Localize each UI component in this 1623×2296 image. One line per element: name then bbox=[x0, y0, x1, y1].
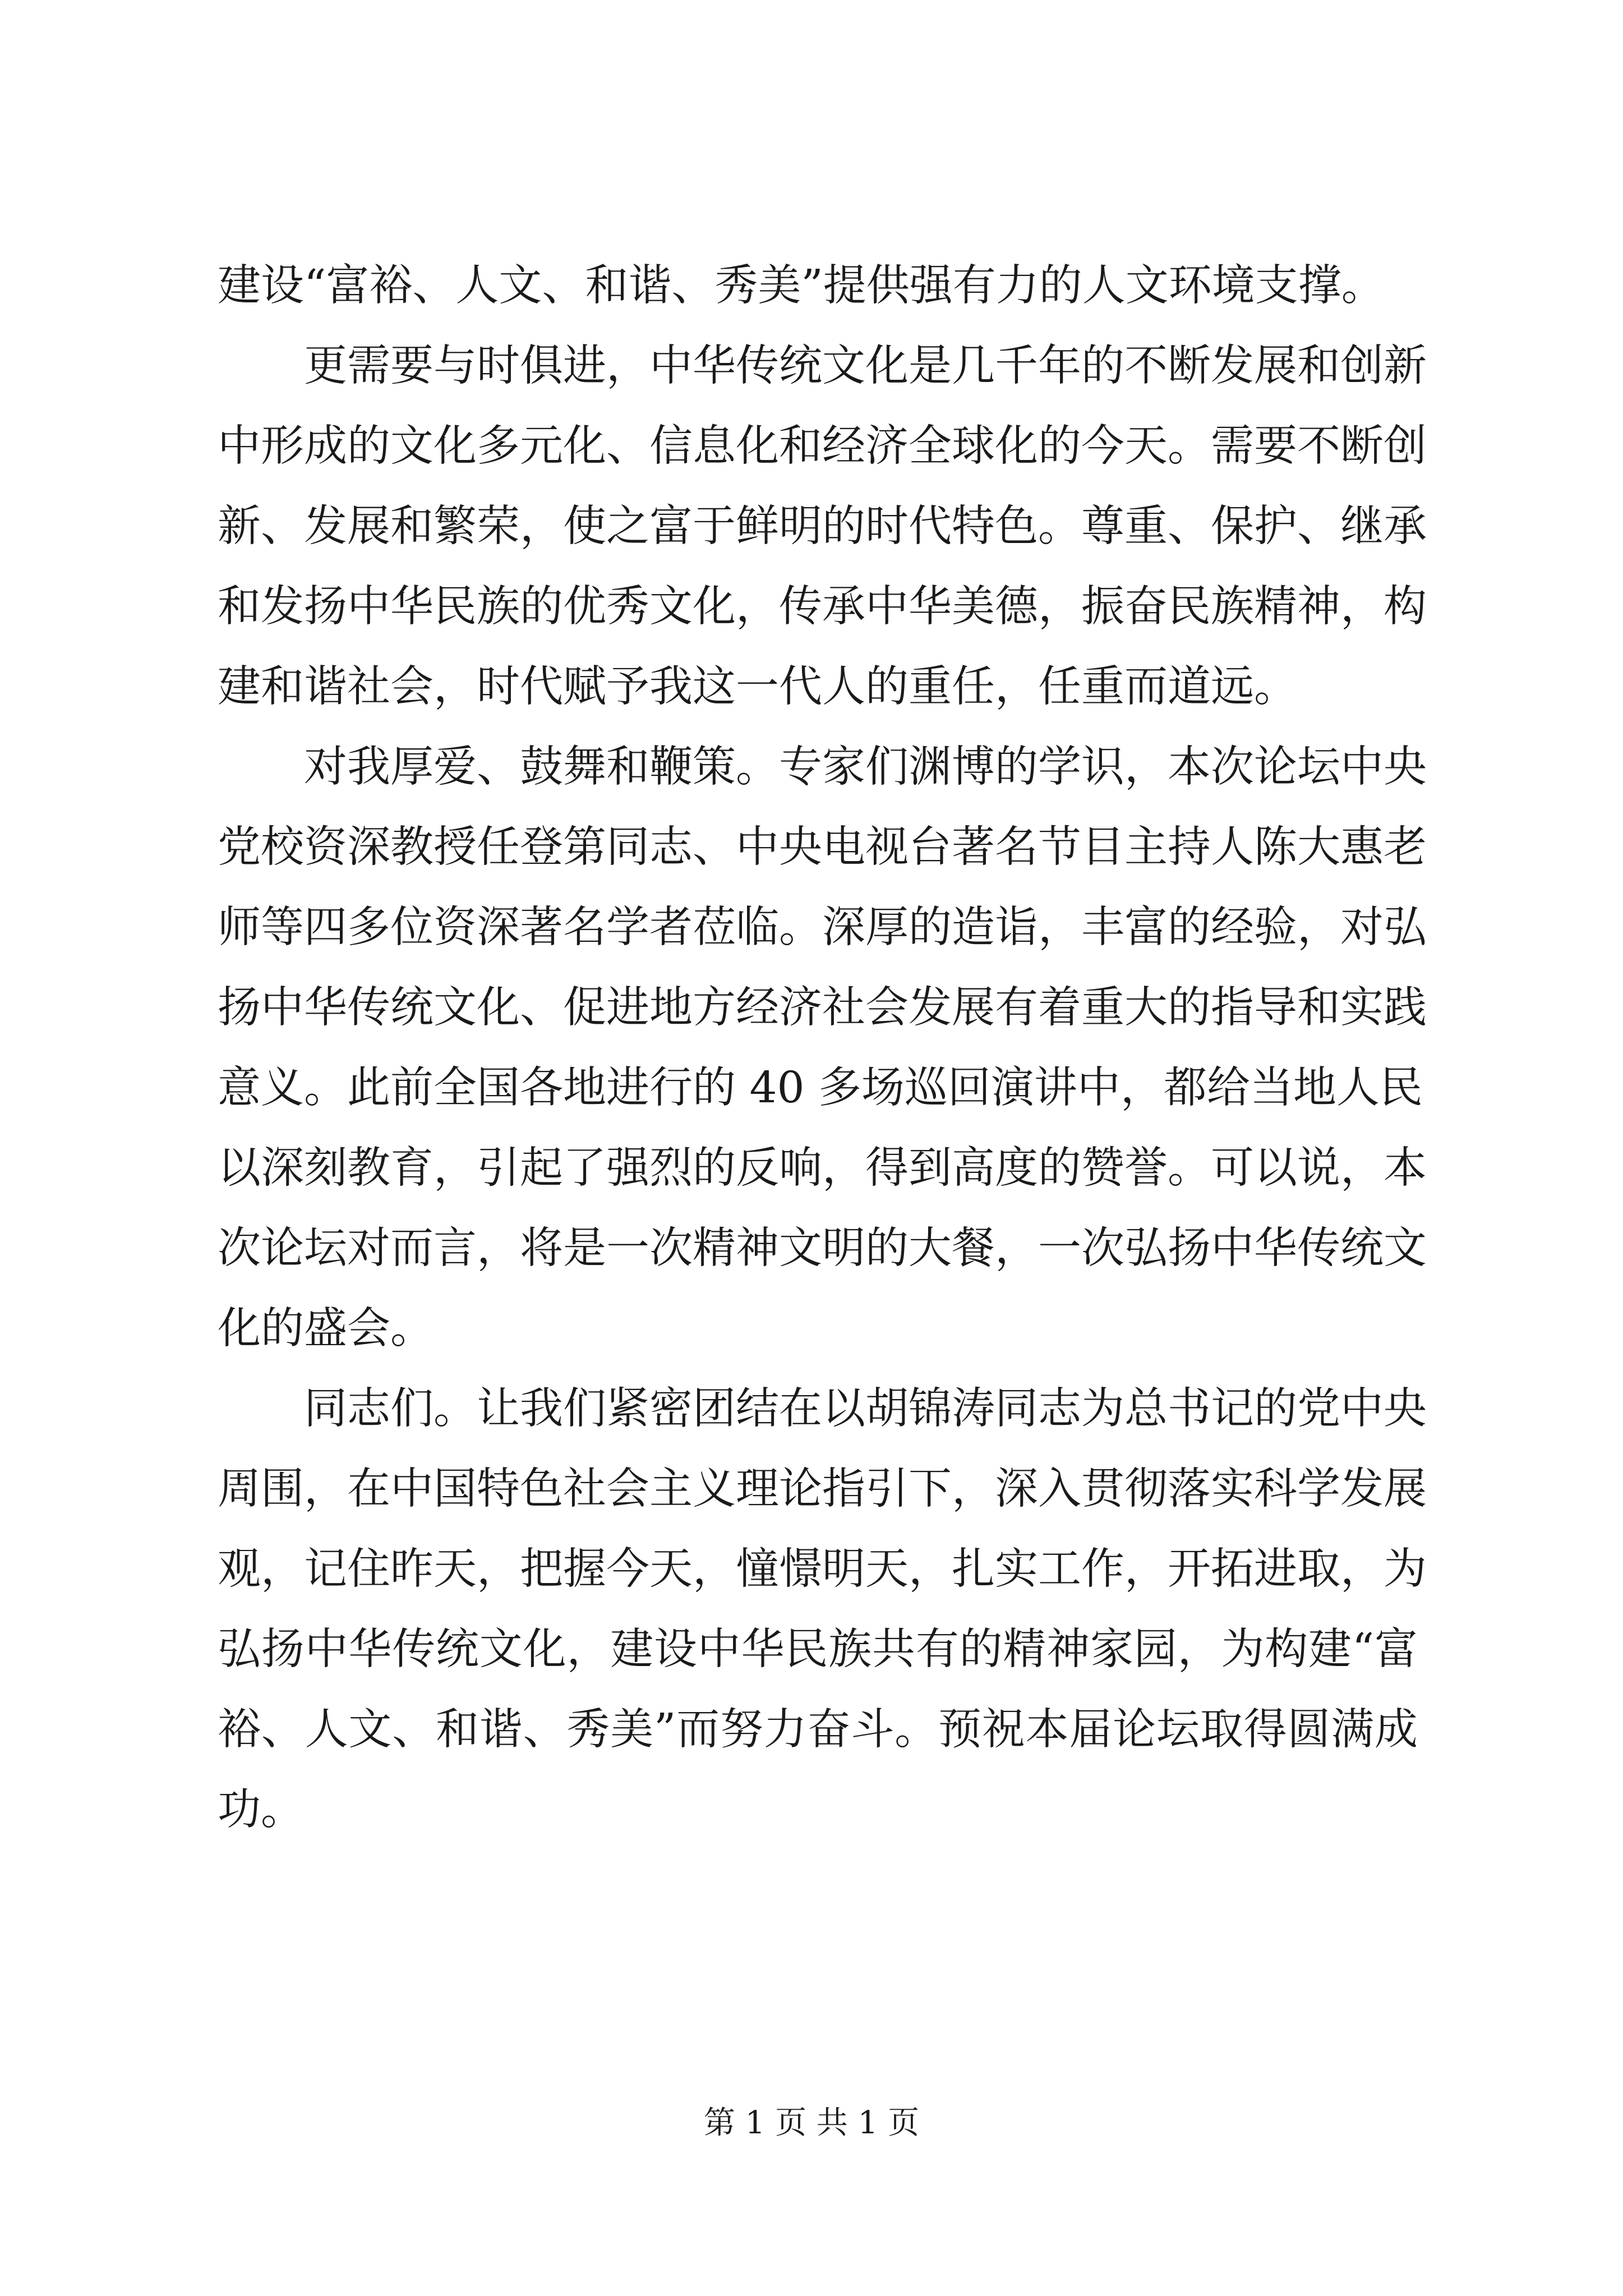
text-line: 新、发展和繁荣，使之富于鲜明的时代特色。尊重、保护、继承 bbox=[218, 501, 1427, 551]
text-line: 观，记住昨天，把握今天，憧憬明天，扎实工作，开拓进取，为 bbox=[218, 1544, 1427, 1594]
text-line: 周围，在中国特色社会主义理论指引下，深入贯彻落实科学发展 bbox=[218, 1464, 1427, 1514]
text-line: 弘扬中华传统文化，建设中华民族共有的精神家园，为构建“富 bbox=[218, 1625, 1418, 1674]
text-line: 党校资深教授任登第同志、中央电视台著名节目主持人陈大惠老 bbox=[218, 822, 1427, 872]
text-line: 师等四多位资深著名学者莅临。深厚的造诣，丰富的经验，对弘 bbox=[218, 903, 1427, 953]
text-line: 功。 bbox=[218, 1785, 304, 1835]
text-line: 对我厚爱、鼓舞和鞭策。专家们渊博的学识，本次论坛中央 bbox=[304, 742, 1427, 792]
text-line: 和发扬中华民族的优秀文化，传承中华美德，振奋民族精神，构 bbox=[218, 582, 1427, 632]
text-line: 建设“富裕、人文、和谐、秀美”提供强有力的人文环境支撑。 bbox=[218, 261, 1385, 311]
page-footer: 第 1 页 共 1 页 bbox=[703, 2105, 920, 2141]
text-line: 裕、人文、和谐、秀美”而努力奋斗。预祝本届论坛取得圆满成 bbox=[218, 1705, 1418, 1755]
text-line: 次论坛对而言，将是一次精神文明的大餐，一次弘扬中华传统文 bbox=[218, 1223, 1427, 1273]
text-line: 化的盛会。 bbox=[218, 1304, 434, 1354]
text-line: 建和谐社会，时代赋予我这一代人的重任，任重而道远。 bbox=[218, 662, 1297, 712]
text-line: 同志们。让我们紧密团结在以胡锦涛同志为总书记的党中央 bbox=[304, 1384, 1427, 1434]
text-line: 中形成的文化多元化、信息化和经济全球化的今天。需要不断创 bbox=[218, 421, 1427, 471]
text-line: 以深刻教育，引起了强烈的反响，得到高度的赞誉。可以说，本 bbox=[218, 1143, 1427, 1193]
text-line: 更需要与时俱进，中华传统文化是几千年的不断发展和创新 bbox=[304, 341, 1427, 391]
document-body bbox=[218, 246, 1427, 1850]
text-line: 意义。此前全国各地进行的 40 多场巡回演讲中，都给当地人民 bbox=[218, 1063, 1423, 1113]
text-line: 扬中华传统文化、促进地方经济社会发展有着重大的指导和实践 bbox=[218, 983, 1427, 1033]
